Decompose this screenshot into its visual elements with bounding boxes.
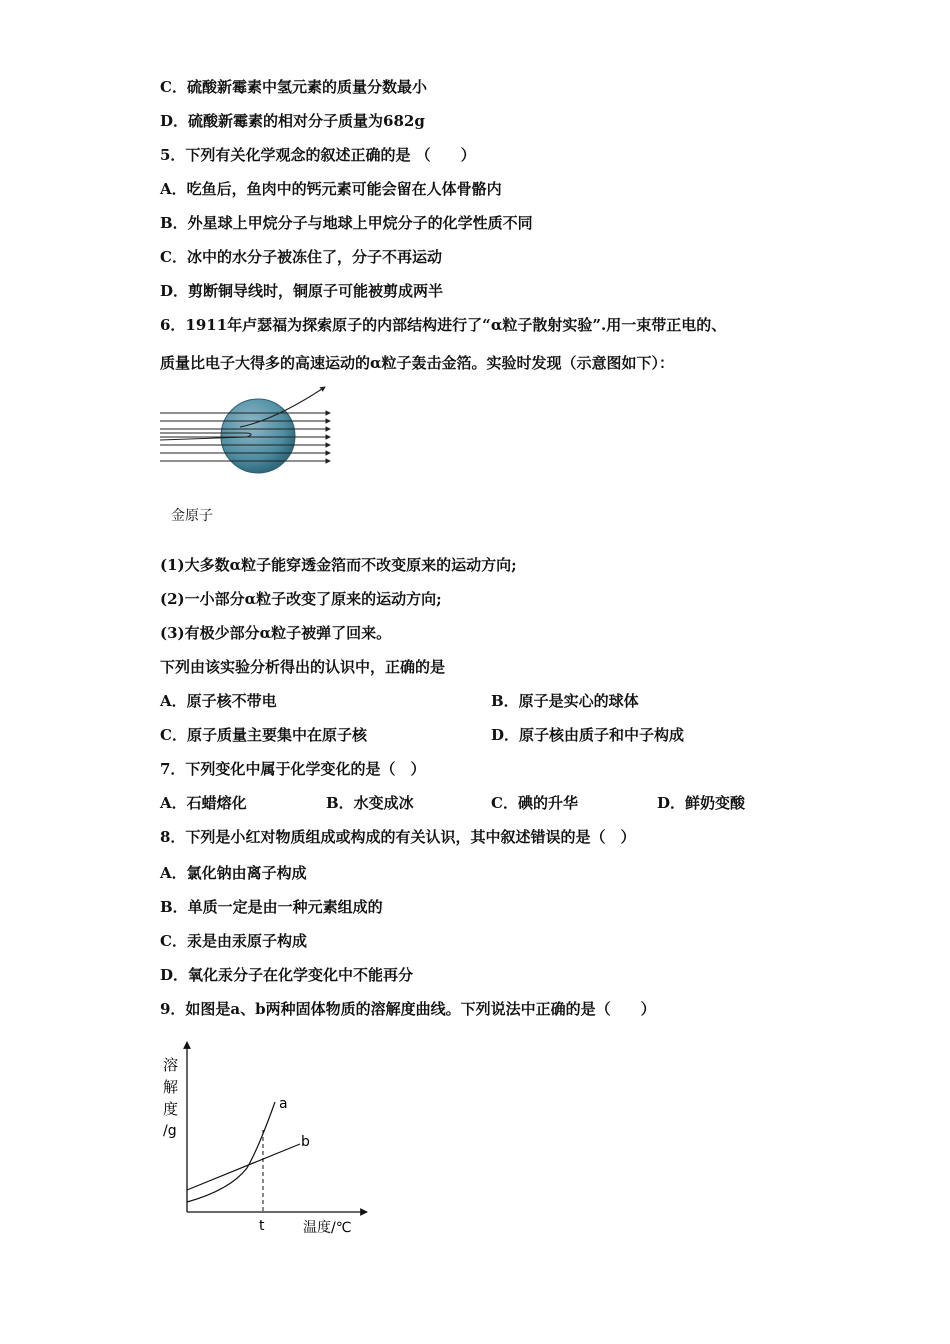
- solubility-chart: [155, 1040, 375, 1240]
- option-c-text: C．硫酸新霉素中氢元素的质量分数最小: [160, 78, 427, 96]
- q8-option-c: C．汞是由汞原子构成: [160, 932, 307, 950]
- q8-option-a: A．氯化钠由离子构成: [160, 864, 307, 882]
- q7-stem: 7．下列变化中属于化学变化的是（ ）: [160, 760, 426, 778]
- q7-option-a: A．石蜡熔化: [160, 794, 247, 812]
- q7-option-b: B．水变成冰: [326, 794, 414, 812]
- q5-option-b: B．外星球上甲烷分子与地球上甲烷分子的化学性质不同: [160, 214, 533, 232]
- curve-a: [187, 1102, 275, 1202]
- q6-observation-1: (1)大多数α粒子能穿透金箔而不改变原来的运动方向;: [160, 556, 517, 574]
- q5-option-d: D．剪断铜导线时，铜原子可能被剪成两半: [160, 282, 444, 300]
- series-a-label: a: [279, 1096, 288, 1112]
- x-axis-label: 温度/℃: [303, 1220, 352, 1236]
- q6-option-a: A．原子核不带电: [160, 692, 277, 710]
- gold-atom-circle: [221, 399, 295, 473]
- q6-observation-3: (3)有极少部分α粒子被弹了回来。: [160, 624, 392, 642]
- gold-atom-caption: 金原子: [171, 508, 213, 524]
- q5-option-c: C．冰中的水分子被冻住了，分子不再运动: [160, 248, 442, 266]
- q8-option-b: B．单质一定是由一种元素组成的: [160, 898, 383, 916]
- y-label-char-2: 解: [163, 1078, 179, 1096]
- q6-stem-line2: 质量比电子大得多的高速运动的α粒子轰击金箔。实验时发现（示意图如下）：: [160, 354, 675, 372]
- alpha-scattering-figure: [155, 380, 345, 485]
- q6-option-b: B．原子是实心的球体: [491, 692, 639, 710]
- curve-b: [187, 1144, 300, 1190]
- q7-option-d: D．鲜奶变酸: [657, 794, 746, 812]
- q6-option-d: D．原子核由质子和中子构成: [491, 726, 685, 744]
- y-label-char-3: 度: [163, 1100, 179, 1118]
- q8-stem: 8．下列是小红对物质组成或构成的有关认识，其中叙述错误的是（ ）: [160, 828, 636, 846]
- q6-observation-2: (2)一小部分α粒子改变了原来的运动方向;: [160, 590, 442, 608]
- q6-stem-line1: 6．1911年卢瑟福为探索原子的内部结构进行了“α粒子散射实验”.用一束带正电的、: [160, 316, 727, 334]
- option-d-text: D．硫酸新霉素的相对分子质量为682g: [160, 112, 425, 130]
- x-tick-t: t: [259, 1218, 265, 1234]
- q6-option-c: C．原子质量主要集中在原子核: [160, 726, 367, 744]
- q5-option-a: A．吃鱼后，鱼肉中的钙元素可能会留在人体骨骼内: [160, 180, 502, 198]
- series-b-label: b: [301, 1134, 310, 1150]
- q8-option-d: D．氧化汞分子在化学变化中不能再分: [160, 966, 414, 984]
- q7-option-c: C．碘的升华: [491, 794, 578, 812]
- q6-question: 下列由该实验分析得出的认识中，正确的是: [160, 658, 446, 676]
- y-label-char-4: /g: [163, 1123, 177, 1139]
- q9-stem: 9．如图是a、b两种固体物质的溶解度曲线。下列说法中正确的是（ ）: [160, 1000, 656, 1018]
- y-label-char-1: 溶: [163, 1056, 179, 1074]
- q5-stem: 5．下列有关化学观念的叙述正确的是 （ ）: [160, 146, 476, 164]
